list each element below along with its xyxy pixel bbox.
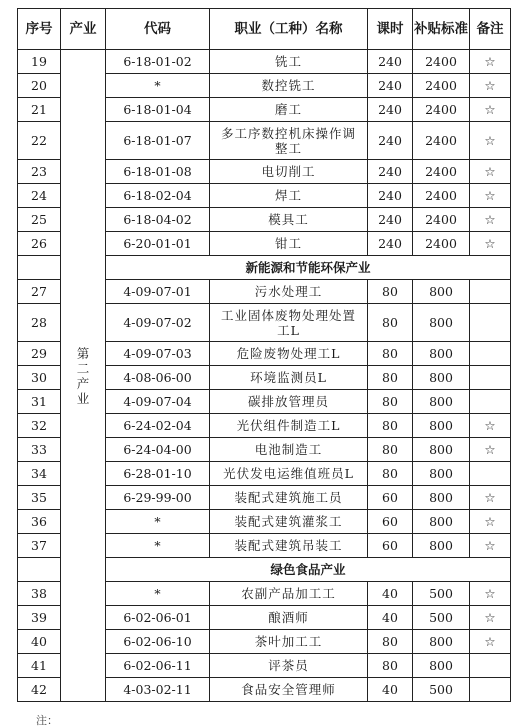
subsidy-standard: 2400: [413, 232, 470, 256]
occupation-name: 污水处理工: [210, 280, 368, 304]
course-hours: 240: [368, 208, 413, 232]
note-star-icon: [470, 304, 511, 342]
note-star-icon: ☆: [470, 438, 511, 462]
note-star-icon: ☆: [470, 184, 511, 208]
header-subsidy: 补贴标准: [413, 9, 470, 50]
note-star-icon: [470, 654, 511, 678]
occupation-code: 4-09-07-02: [106, 304, 210, 342]
occupation-code: 6-24-02-04: [106, 414, 210, 438]
occupation-code: *: [106, 74, 210, 98]
occupation-name: 农副产品加工工: [210, 582, 368, 606]
course-hours: 60: [368, 534, 413, 558]
row-number: 25: [18, 208, 61, 232]
occupation-name: 数控铣工: [210, 74, 368, 98]
course-hours: 80: [368, 390, 413, 414]
subsidy-standard: 2400: [413, 208, 470, 232]
row-number: 28: [18, 304, 61, 342]
row-number: 42: [18, 678, 61, 702]
row-number: 34: [18, 462, 61, 486]
row-number: 19: [18, 50, 61, 74]
header-occupation-name: 职业（工种）名称: [210, 9, 368, 50]
header-code: 代码: [106, 9, 210, 50]
occupation-code: 4-09-07-01: [106, 280, 210, 304]
occupation-name: 光伏组件制造工L: [210, 414, 368, 438]
occupation-code: 6-18-01-07: [106, 122, 210, 160]
course-hours: 60: [368, 510, 413, 534]
occupation-code: *: [106, 534, 210, 558]
section-no-cell: [18, 256, 61, 280]
occupation-name: 模具工: [210, 208, 368, 232]
course-hours: 240: [368, 122, 413, 160]
row-number: 26: [18, 232, 61, 256]
row-number: 41: [18, 654, 61, 678]
course-hours: 80: [368, 462, 413, 486]
occupation-name: 工业固体废物处理处置工L: [210, 304, 368, 342]
course-hours: 240: [368, 232, 413, 256]
course-hours: 240: [368, 160, 413, 184]
occupation-code: *: [106, 582, 210, 606]
subsidy-standard: 800: [413, 390, 470, 414]
subsidy-standard: 2400: [413, 74, 470, 98]
header-industry: 产业: [61, 9, 106, 50]
note-star-icon: ☆: [470, 486, 511, 510]
course-hours: 80: [368, 414, 413, 438]
subsidy-standard: 500: [413, 678, 470, 702]
note-star-icon: ☆: [470, 414, 511, 438]
occupation-code: 6-02-06-11: [106, 654, 210, 678]
subsidy-standard: 800: [413, 510, 470, 534]
occupation-name: 光伏发电运维值班员L: [210, 462, 368, 486]
row-number: 27: [18, 280, 61, 304]
subsidy-standard: 800: [413, 280, 470, 304]
occupation-subsidy-table: [17, 8, 511, 702]
occupation-code: 4-03-02-11: [106, 678, 210, 702]
footnote: 注：: [36, 714, 58, 727]
occupation-name: 电切削工: [210, 160, 368, 184]
note-star-icon: [470, 366, 511, 390]
note-star-icon: ☆: [470, 160, 511, 184]
note-star-icon: [470, 342, 511, 366]
occupation-name: 装配式建筑施工员: [210, 486, 368, 510]
subsidy-standard: 800: [413, 366, 470, 390]
course-hours: 240: [368, 184, 413, 208]
occupation-name: 多工序数控机床操作调整工: [210, 122, 368, 160]
course-hours: 80: [368, 342, 413, 366]
subsidy-standard: 800: [413, 462, 470, 486]
row-number: 36: [18, 510, 61, 534]
occupation-name: 酿酒师: [210, 606, 368, 630]
note-star-icon: ☆: [470, 582, 511, 606]
subsidy-standard: 800: [413, 654, 470, 678]
subsidy-standard: 2400: [413, 184, 470, 208]
note-star-icon: ☆: [470, 510, 511, 534]
header-hours: 课时: [368, 9, 413, 50]
occupation-code: 6-24-04-00: [106, 438, 210, 462]
occupation-code: 6-02-06-10: [106, 630, 210, 654]
note-star-icon: [470, 390, 511, 414]
occupation-code: 6-18-04-02: [106, 208, 210, 232]
row-number: 29: [18, 342, 61, 366]
note-star-icon: ☆: [470, 534, 511, 558]
occupation-code: 6-29-99-00: [106, 486, 210, 510]
row-number: 20: [18, 74, 61, 98]
note-star-icon: [470, 280, 511, 304]
course-hours: 80: [368, 630, 413, 654]
course-hours: 80: [368, 304, 413, 342]
subsidy-standard: 800: [413, 486, 470, 510]
section-no-cell: [18, 558, 61, 582]
occupation-name: 装配式建筑灌浆工: [210, 510, 368, 534]
occupation-code: 4-09-07-03: [106, 342, 210, 366]
note-star-icon: [470, 462, 511, 486]
occupation-name: 碳排放管理员: [210, 390, 368, 414]
subsidy-standard: 2400: [413, 122, 470, 160]
course-hours: 40: [368, 678, 413, 702]
note-star-icon: ☆: [470, 74, 511, 98]
note-star-icon: ☆: [470, 232, 511, 256]
row-number: 33: [18, 438, 61, 462]
occupation-code: 6-18-01-02: [106, 50, 210, 74]
subsidy-standard: 800: [413, 414, 470, 438]
course-hours: 80: [368, 654, 413, 678]
occupation-name: 电池制造工: [210, 438, 368, 462]
row-number: 21: [18, 98, 61, 122]
occupation-code: 6-18-01-04: [106, 98, 210, 122]
subsidy-standard: 2400: [413, 160, 470, 184]
subsidy-standard: 2400: [413, 98, 470, 122]
course-hours: 240: [368, 50, 413, 74]
occupation-name: 焊工: [210, 184, 368, 208]
subsidy-standard: 800: [413, 438, 470, 462]
note-star-icon: ☆: [470, 606, 511, 630]
course-hours: 80: [368, 366, 413, 390]
course-hours: 40: [368, 606, 413, 630]
subsidy-standard: 800: [413, 304, 470, 342]
occupation-name: 茶叶加工工: [210, 630, 368, 654]
occupation-name: 钳工: [210, 232, 368, 256]
section-title: 绿色食品产业: [106, 558, 511, 582]
subsidy-standard: 2400: [413, 50, 470, 74]
course-hours: 60: [368, 486, 413, 510]
subsidy-standard: 500: [413, 606, 470, 630]
row-number: 40: [18, 630, 61, 654]
course-hours: 240: [368, 74, 413, 98]
row-number: 37: [18, 534, 61, 558]
occupation-name: 装配式建筑吊装工: [210, 534, 368, 558]
occupation-code: 6-28-01-10: [106, 462, 210, 486]
occupation-name: 危险废物处理工L: [210, 342, 368, 366]
subsidy-standard: 800: [413, 534, 470, 558]
table-row: [18, 50, 511, 74]
course-hours: 80: [368, 438, 413, 462]
header-note: 备注: [470, 9, 511, 50]
occupation-code: 6-02-06-01: [106, 606, 210, 630]
table-header-row: [18, 9, 511, 50]
row-number: 31: [18, 390, 61, 414]
occupation-code: *: [106, 510, 210, 534]
note-star-icon: ☆: [470, 208, 511, 232]
row-number: 22: [18, 122, 61, 160]
course-hours: 240: [368, 98, 413, 122]
note-star-icon: ☆: [470, 630, 511, 654]
occupation-code: 4-08-06-00: [106, 366, 210, 390]
section-title: 新能源和节能环保产业: [106, 256, 511, 280]
subsidy-standard: 800: [413, 342, 470, 366]
occupation-name: 磨工: [210, 98, 368, 122]
note-star-icon: ☆: [470, 50, 511, 74]
row-number: 35: [18, 486, 61, 510]
occupation-name: 食品安全管理师: [210, 678, 368, 702]
note-star-icon: ☆: [470, 122, 511, 160]
occupation-code: 6-18-02-04: [106, 184, 210, 208]
course-hours: 80: [368, 280, 413, 304]
row-number: 30: [18, 366, 61, 390]
occupation-code: 6-18-01-08: [106, 160, 210, 184]
occupation-code: 6-20-01-01: [106, 232, 210, 256]
note-star-icon: [470, 678, 511, 702]
occupation-code: 4-09-07-04: [106, 390, 210, 414]
occupation-name: 环境监测员L: [210, 366, 368, 390]
occupation-name: 铣工: [210, 50, 368, 74]
subsidy-standard: 800: [413, 630, 470, 654]
occupation-name: 评茶员: [210, 654, 368, 678]
row-number: 39: [18, 606, 61, 630]
industry-cell: 第二产业: [61, 50, 106, 702]
header-no: 序号: [18, 9, 61, 50]
course-hours: 40: [368, 582, 413, 606]
row-number: 32: [18, 414, 61, 438]
row-number: 23: [18, 160, 61, 184]
row-number: 24: [18, 184, 61, 208]
note-star-icon: ☆: [470, 98, 511, 122]
subsidy-standard: 500: [413, 582, 470, 606]
row-number: 38: [18, 582, 61, 606]
